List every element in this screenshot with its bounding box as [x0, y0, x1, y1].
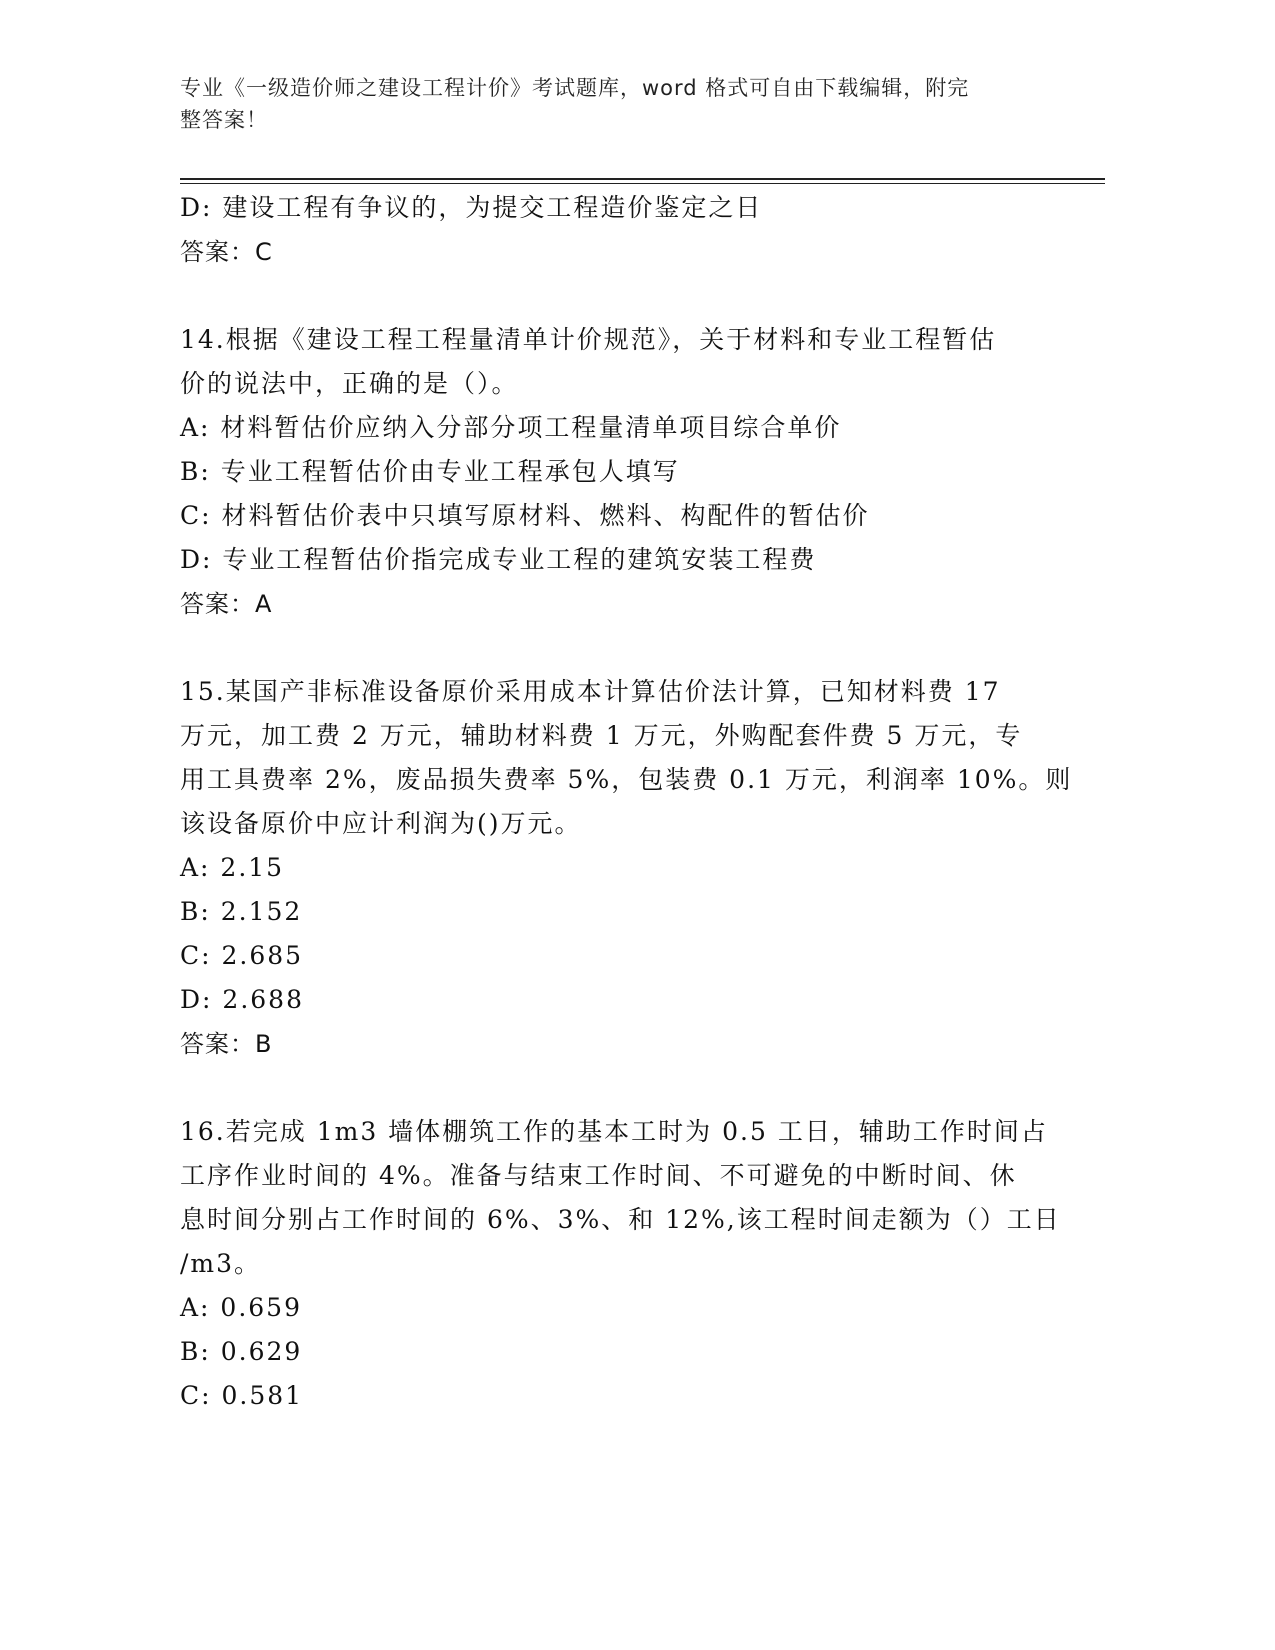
header-line-2: 整答案！ — [180, 108, 268, 132]
q16-stem-line-2: 工序作业时间的 4%。准备与结束工作时间、不可避免的中断时间、休 — [180, 1161, 1017, 1190]
q16-stem-line-4: /m3。 — [180, 1249, 262, 1278]
header-divider-thick — [180, 178, 1105, 180]
q16-stem-line-1: 16.若完成 1m3 墙体棚筑工作的基本工时为 0.5 工日，辅助工作时间占 — [180, 1117, 1048, 1146]
q16-stem-line-3: 息时间分别占工作时间的 6%、3%、和 12%,该工程时间走额为（）工日 — [180, 1205, 1061, 1234]
q16-option-c: C: 0.581 — [180, 1381, 304, 1410]
q13-option-d: D: 建设工程有争议的，为提交工程造价鉴定之日 — [180, 193, 763, 222]
header-divider-thin — [180, 183, 1105, 184]
q14-option-a: A: 材料暂估价应纳入分部分项工程量清单项目综合单价 — [180, 413, 842, 442]
question-list — [180, 186, 1073, 1418]
document-header — [180, 72, 1040, 136]
q15-option-b: B: 2.152 — [180, 897, 303, 926]
q15-stem-line-2: 万元，加工费 2 万元，辅助材料费 1 万元，外购配套件费 5 万元，专 — [180, 721, 1023, 750]
q15-option-a: A: 2.15 — [180, 853, 285, 882]
q16-option-a: A: 0.659 — [180, 1293, 302, 1322]
question-14 — [180, 318, 1040, 626]
q15-option-c: C: 2.685 — [180, 941, 304, 970]
q15-option-d: D: 2.688 — [180, 985, 304, 1014]
q14-stem-line-1: 14.根据《建设工程工程量清单计价规范》，关于材料和专业工程暂估 — [180, 325, 997, 354]
header-line-1: 专业《一级造价师之建设工程计价》考试题库，word 格式可自由下载编辑，附完 — [180, 76, 970, 100]
spacer — [180, 274, 1040, 318]
q15-stem-line-1: 15.某国产非标准设备原价采用成本计算估价法计算，已知材料费 17 — [180, 677, 1001, 706]
q14-option-d: D: 专业工程暂估价指完成专业工程的建筑安装工程费 — [180, 545, 817, 574]
q14-option-b: B: 专业工程暂估价由专业工程承包人填写 — [180, 457, 680, 486]
question-15 — [180, 670, 1073, 1066]
q15-answer: 答案：B — [180, 1030, 273, 1058]
q14-option-c: C: 材料暂估价表中只填写原材料、燃料、构配件的暂估价 — [180, 501, 870, 530]
spacer — [180, 1066, 1040, 1110]
q15-stem-line-4: 该设备原价中应计利润为()万元。 — [180, 809, 582, 838]
q13-answer: 答案：C — [180, 238, 273, 266]
spacer — [180, 626, 1040, 670]
q15-stem-line-3: 用工具费率 2%，废品损失费率 5%，包装费 0.1 万元，利润率 10%。则 — [180, 765, 1073, 794]
q16-option-b: B: 0.629 — [180, 1337, 303, 1366]
q14-stem-line-2: 价的说法中，正确的是（）。 — [180, 369, 519, 398]
q14-answer: 答案：A — [180, 590, 273, 618]
question-16 — [180, 1110, 1061, 1418]
